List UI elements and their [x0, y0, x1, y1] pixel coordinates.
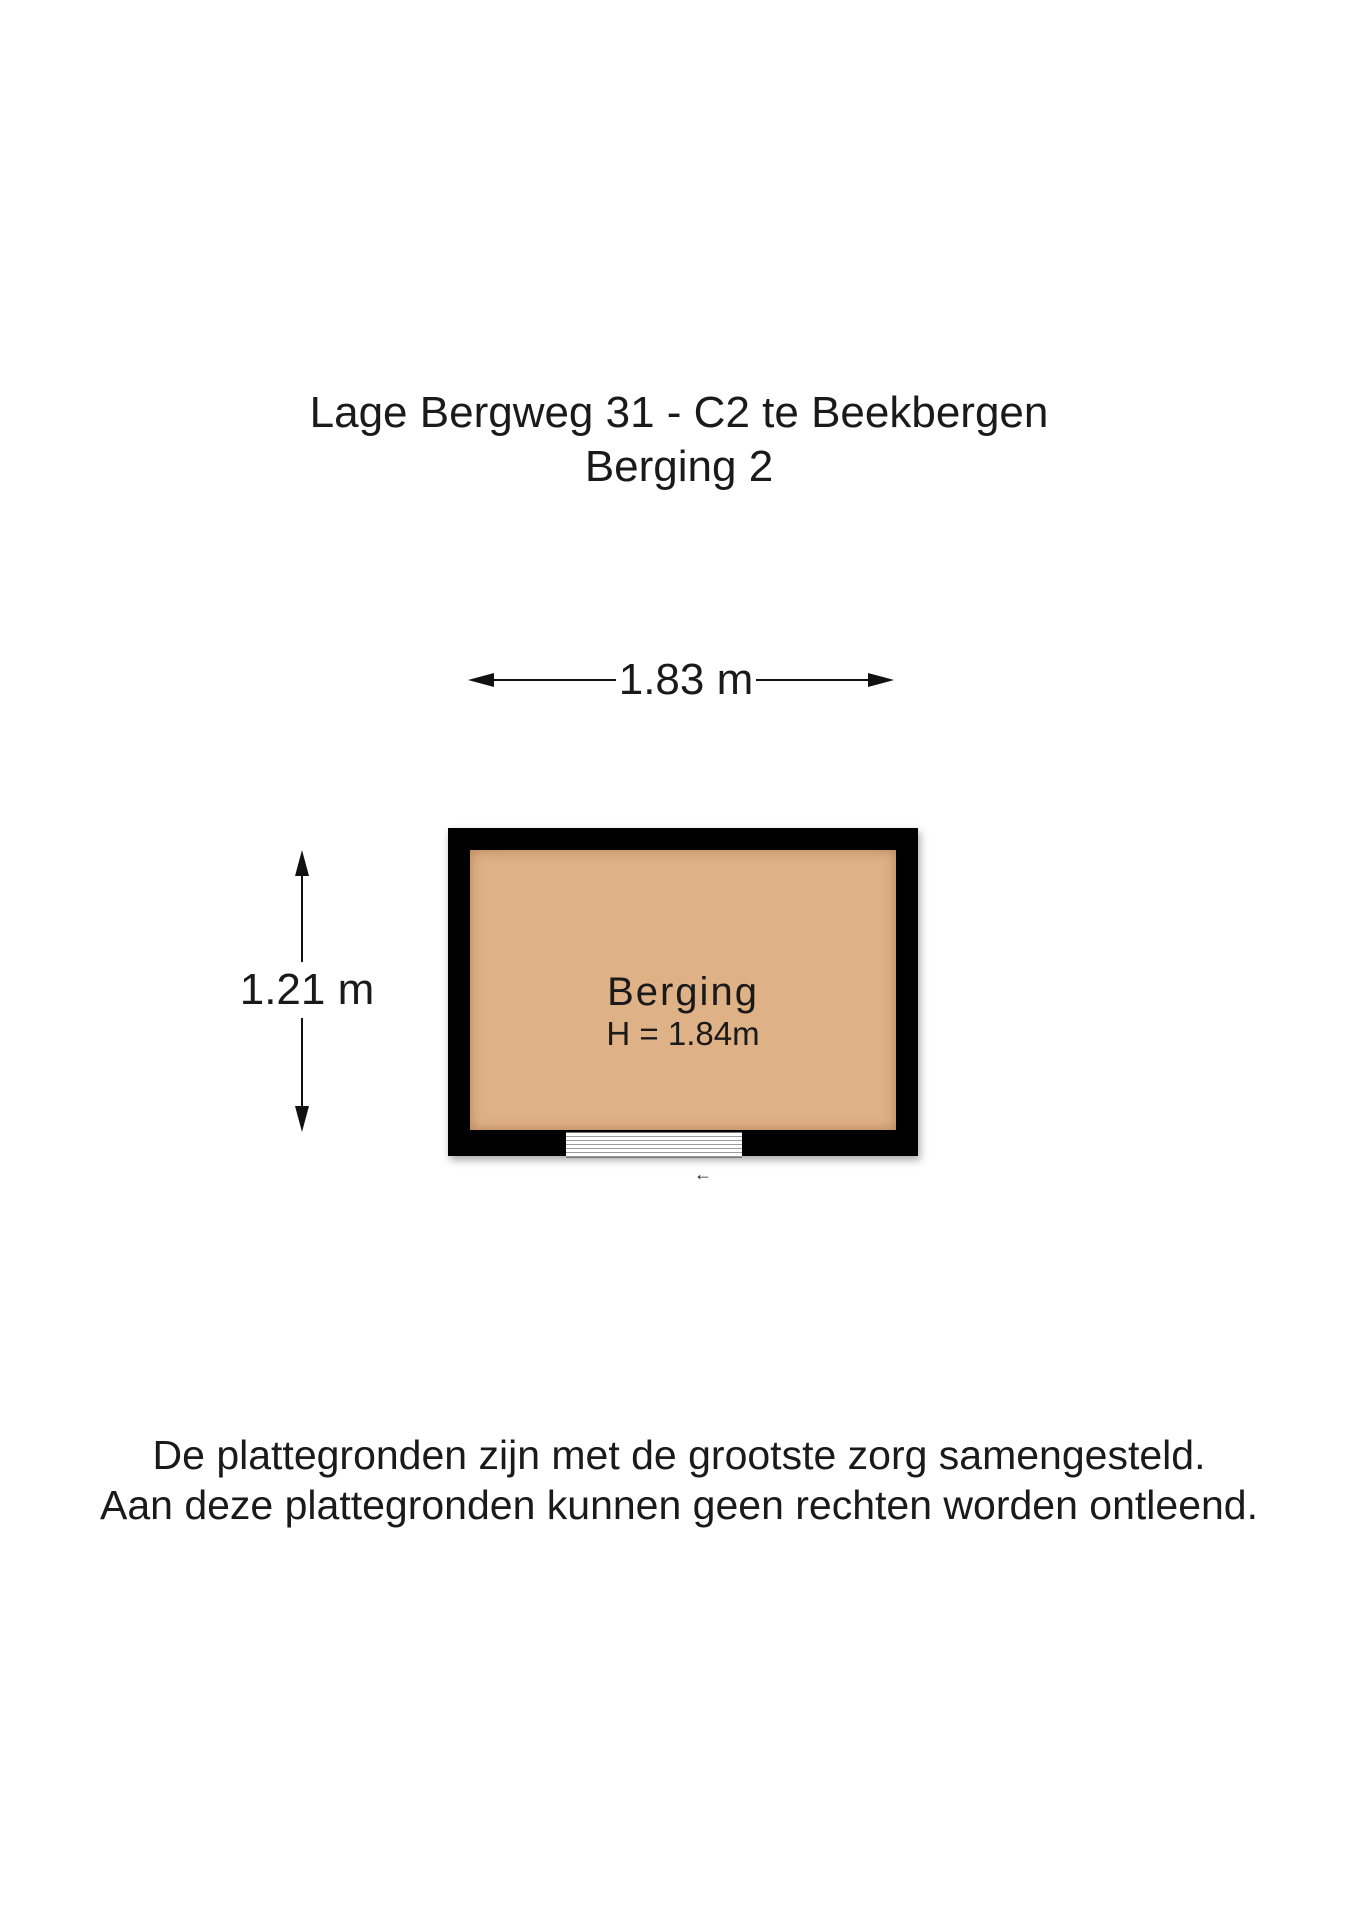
floor-subtitle: Berging 2 [584, 442, 774, 491]
disclaimer-line-1: De plattegronden zijn met de grootste zorg samengesteld. [152, 1432, 1206, 1478]
width-label: 1.83 m [616, 652, 756, 708]
disclaimer [0, 1430, 1358, 1530]
room-walls [448, 828, 918, 1156]
address-title: Lage Bergweg 31 - C2 te Beekbergen [309, 388, 1049, 437]
door-threshold [566, 1132, 742, 1158]
door-direction-arrow-icon: ← [694, 1164, 712, 1184]
page-title [0, 386, 1358, 494]
depth-label: 1.21 m [232, 962, 382, 1018]
room-name: Berging [607, 970, 759, 1014]
depth-dimension [232, 848, 382, 1134]
room-height: H = 1.84m [606, 1015, 760, 1052]
disclaimer-line-2: Aan deze plattegronden kunnen geen rechten worden ontleend. [99, 1482, 1258, 1528]
width-dimension [466, 652, 896, 708]
